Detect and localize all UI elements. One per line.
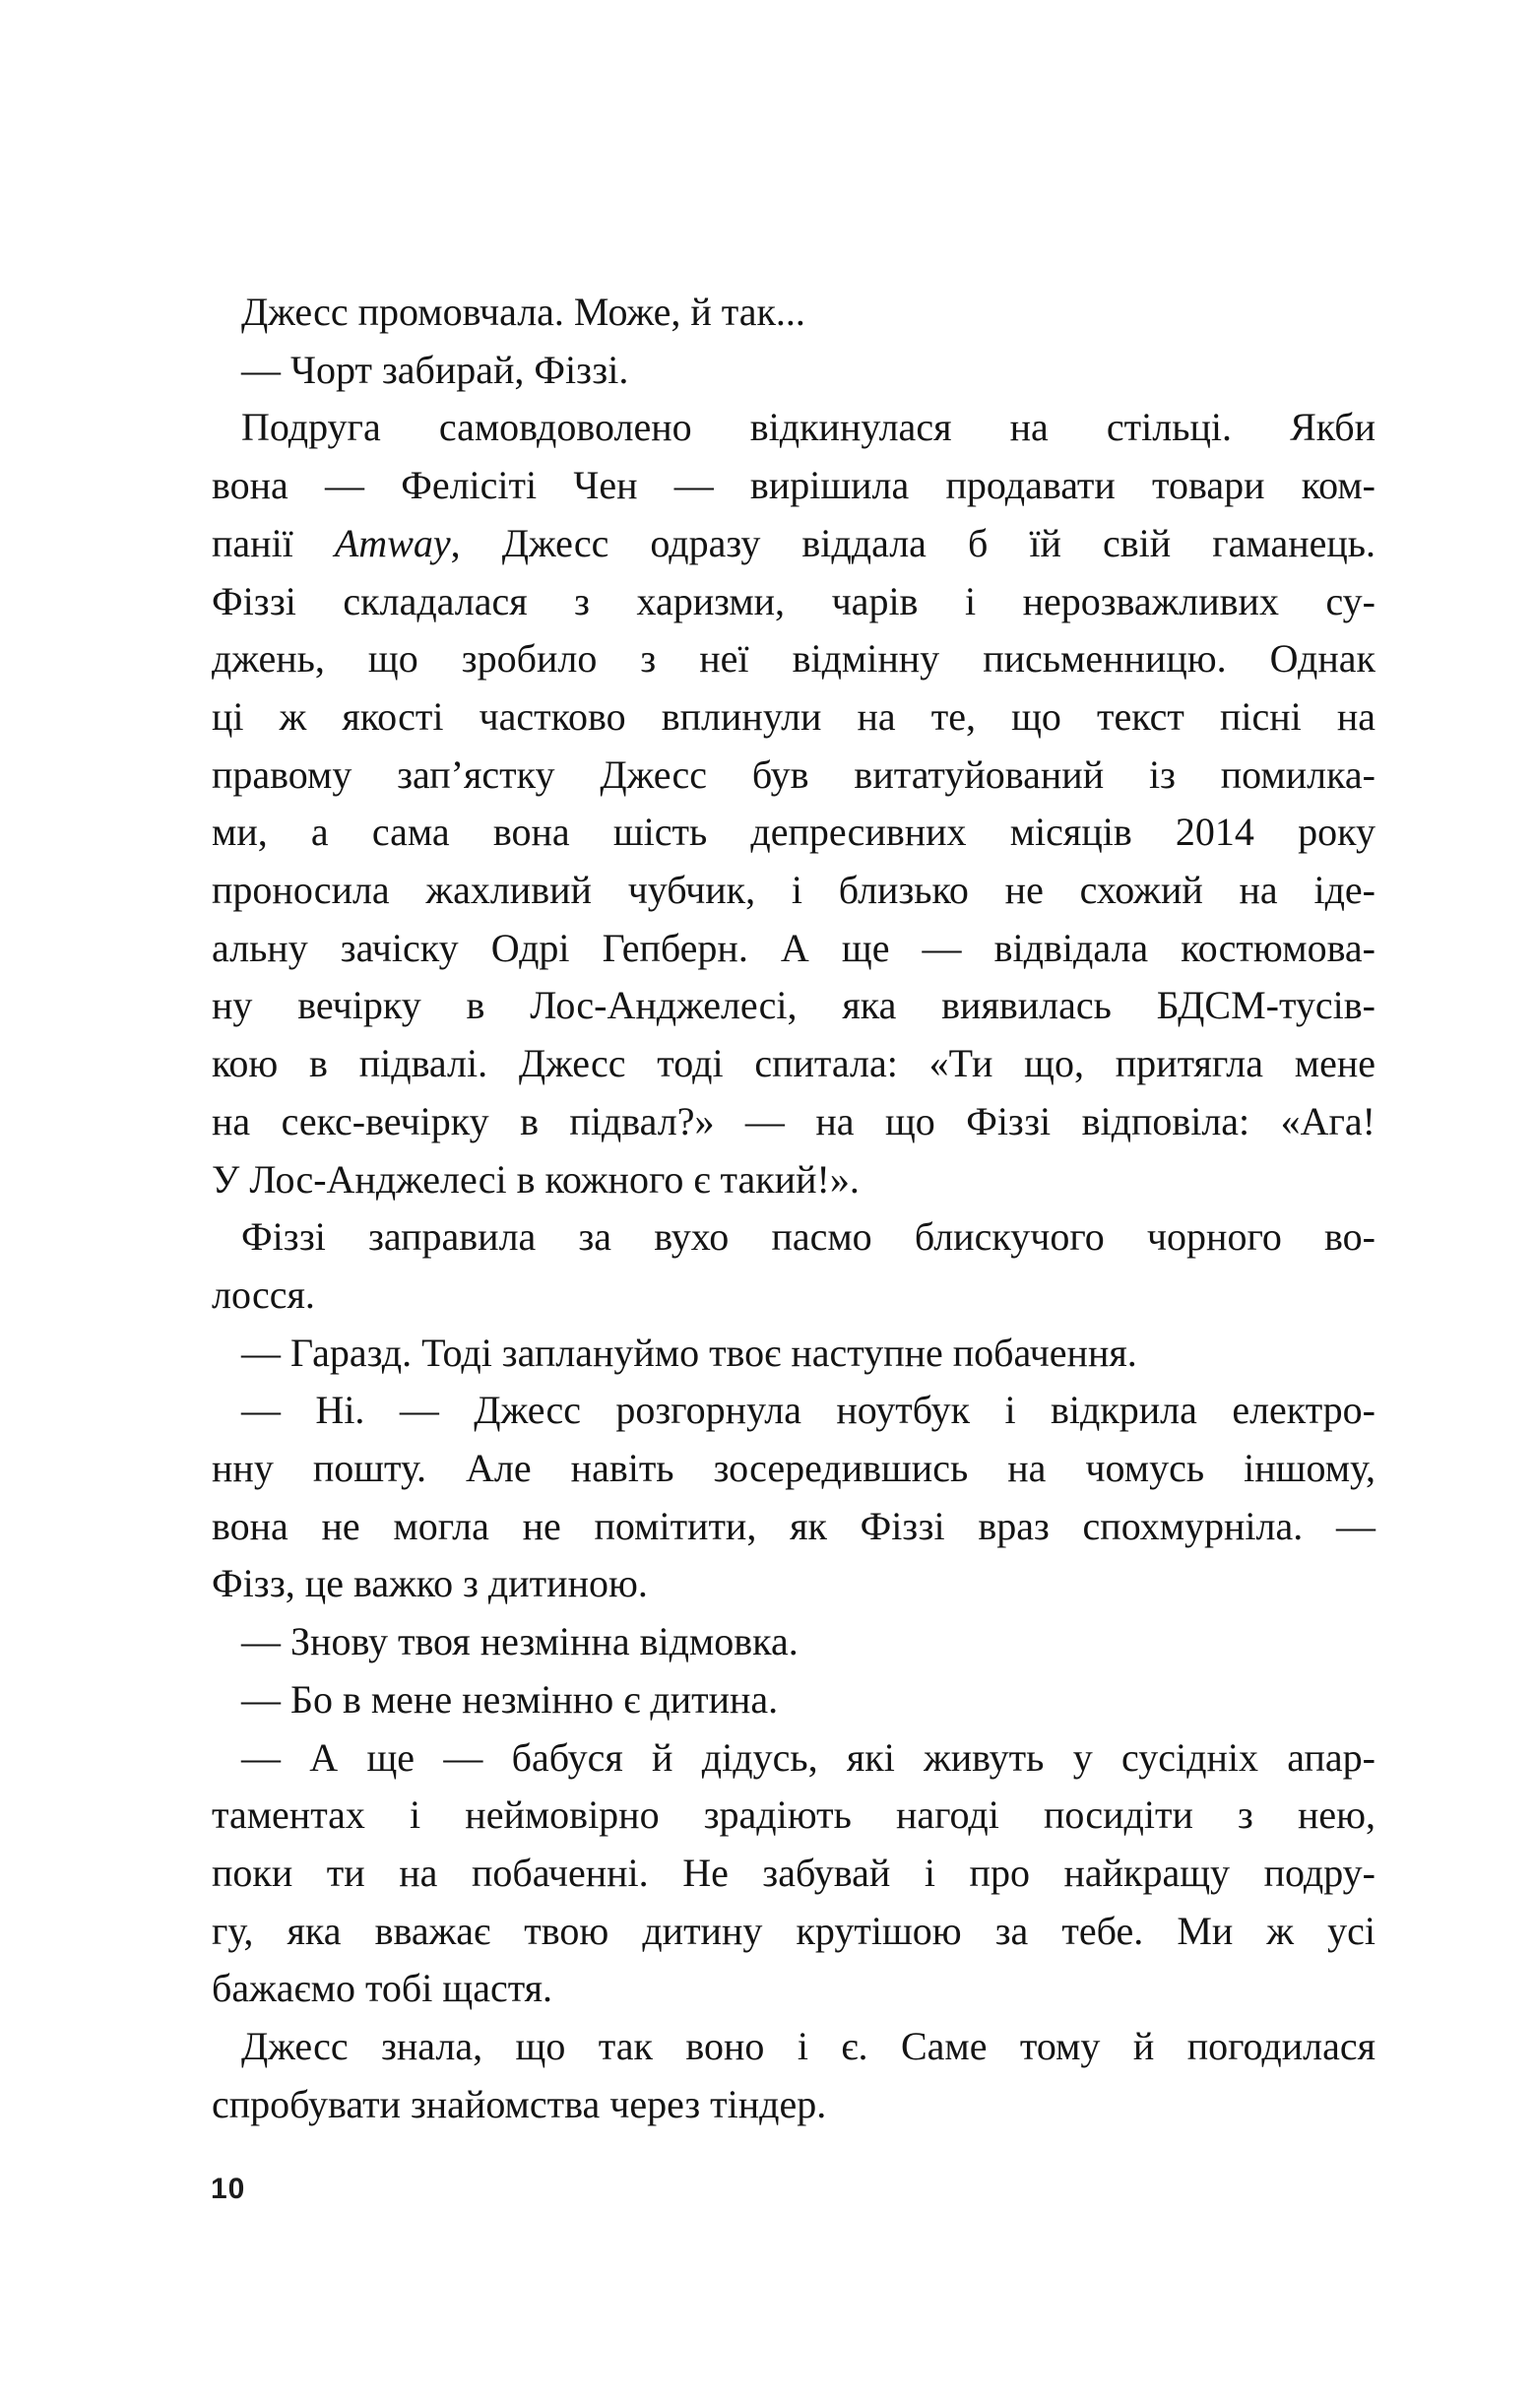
text-line: кою в підвалі. Джесс тоді спитала: «Ти що, притягла мене xyxy=(212,1041,1375,1086)
text-line: У Лос-Анджелесі в кожного є такий!». xyxy=(212,1156,860,1202)
text-line: — А ще — бабуся й дідусь, які живуть у сусідніх апар- xyxy=(241,1734,1375,1780)
text-line: гу, яка вважає твою дитину крутішою за тебе. Ми ж усі xyxy=(212,1908,1375,1953)
text-line: — Чорт забирай, Фіззі. xyxy=(241,347,629,392)
text-line: Джесс промовчала. Може, й так... xyxy=(241,290,805,334)
text-line: Фізз, це важко з дитиною. xyxy=(212,1561,648,1606)
paragraph xyxy=(212,1671,1375,1729)
paragraph xyxy=(212,284,1375,342)
text-line: — Ні. — Джесс розгорнула ноутбук і відкрила електро- xyxy=(241,1388,1375,1433)
paragraph xyxy=(212,1613,1375,1671)
page-number: 10 xyxy=(211,2173,246,2205)
text-line: спробувати знайомства через тіндер. xyxy=(212,2081,827,2126)
text-line: бажаємо тобі щастя. xyxy=(212,1966,553,2011)
text-line: Джесс знала, що так воно і є. Саме тому й погодилася xyxy=(241,2024,1375,2069)
text-line: лосся. xyxy=(212,1271,315,1317)
text-line: вона не могла не помітити, як Фіззі враз спохмурніла. — xyxy=(212,1503,1375,1548)
text-line: Подруга самовдоволено відкинулася на стільці. Якби xyxy=(241,405,1375,450)
text-line: нну пошту. Але навіть зосередившись на чомусь іншому, xyxy=(212,1446,1375,1491)
italic-text: Amway xyxy=(334,520,451,565)
text-line: ці ж якості частково вплинули на те, що текст пісні на xyxy=(212,693,1375,739)
paragraph xyxy=(212,342,1375,400)
text-line: панії Amway, Джесс одразу віддала б їй свій гаманець. xyxy=(212,520,1376,565)
text-line: таментах і неймовірно зрадіють нагоді посидіти з нею, xyxy=(212,1792,1375,1838)
paragraph xyxy=(212,1208,1375,1324)
text-line: ми, а сама вона шість депресивних місяців 2014 року xyxy=(212,810,1375,855)
text-line: Фіззі складалася з харизми, чарів і нерозважливих су- xyxy=(212,578,1375,623)
text-line: — Бо в мене незмінно є дитина. xyxy=(241,1676,779,1722)
text-line: — Знову твоя незмінна відмовка. xyxy=(241,1619,799,1664)
text-line: проносила жахливий чубчик, і близько не схожий на іде- xyxy=(212,868,1375,913)
text-line: джень, що зробило з неї відмінну письменницю. Однак xyxy=(212,636,1375,682)
text-block xyxy=(212,284,1375,2134)
paragraph xyxy=(212,1325,1375,1383)
text-line: альну зачіску Одрі Гепберн. А ще — відвідала костюмова- xyxy=(212,925,1375,970)
paragraph xyxy=(212,1729,1375,2019)
paragraph xyxy=(212,2018,1375,2133)
text-line: на секс-вечірку в підвал?» — на що Фіззі відповіла: «Ага! xyxy=(212,1098,1375,1143)
text-line: — Гаразд. Тоді заплануймо твоє наступне побачення. xyxy=(241,1330,1137,1375)
text-line: поки ти на побаченні. Не забувай і про найкращу подру- xyxy=(212,1850,1375,1895)
text-line: вона — Фелісіті Чен — вирішила продавати товари ком- xyxy=(212,463,1375,508)
text-line: Фіззі заправила за вухо пасмо блискучого чорного во- xyxy=(241,1214,1375,1260)
text-line: правому зап’ястку Джесс був витатуйований із помилка- xyxy=(212,751,1375,797)
paragraph xyxy=(212,1382,1375,1613)
paragraph xyxy=(212,399,1375,1208)
text-line: ну вечірку в Лос-Анджелесі, яка виявилась БДСМ-тусів- xyxy=(212,983,1375,1028)
